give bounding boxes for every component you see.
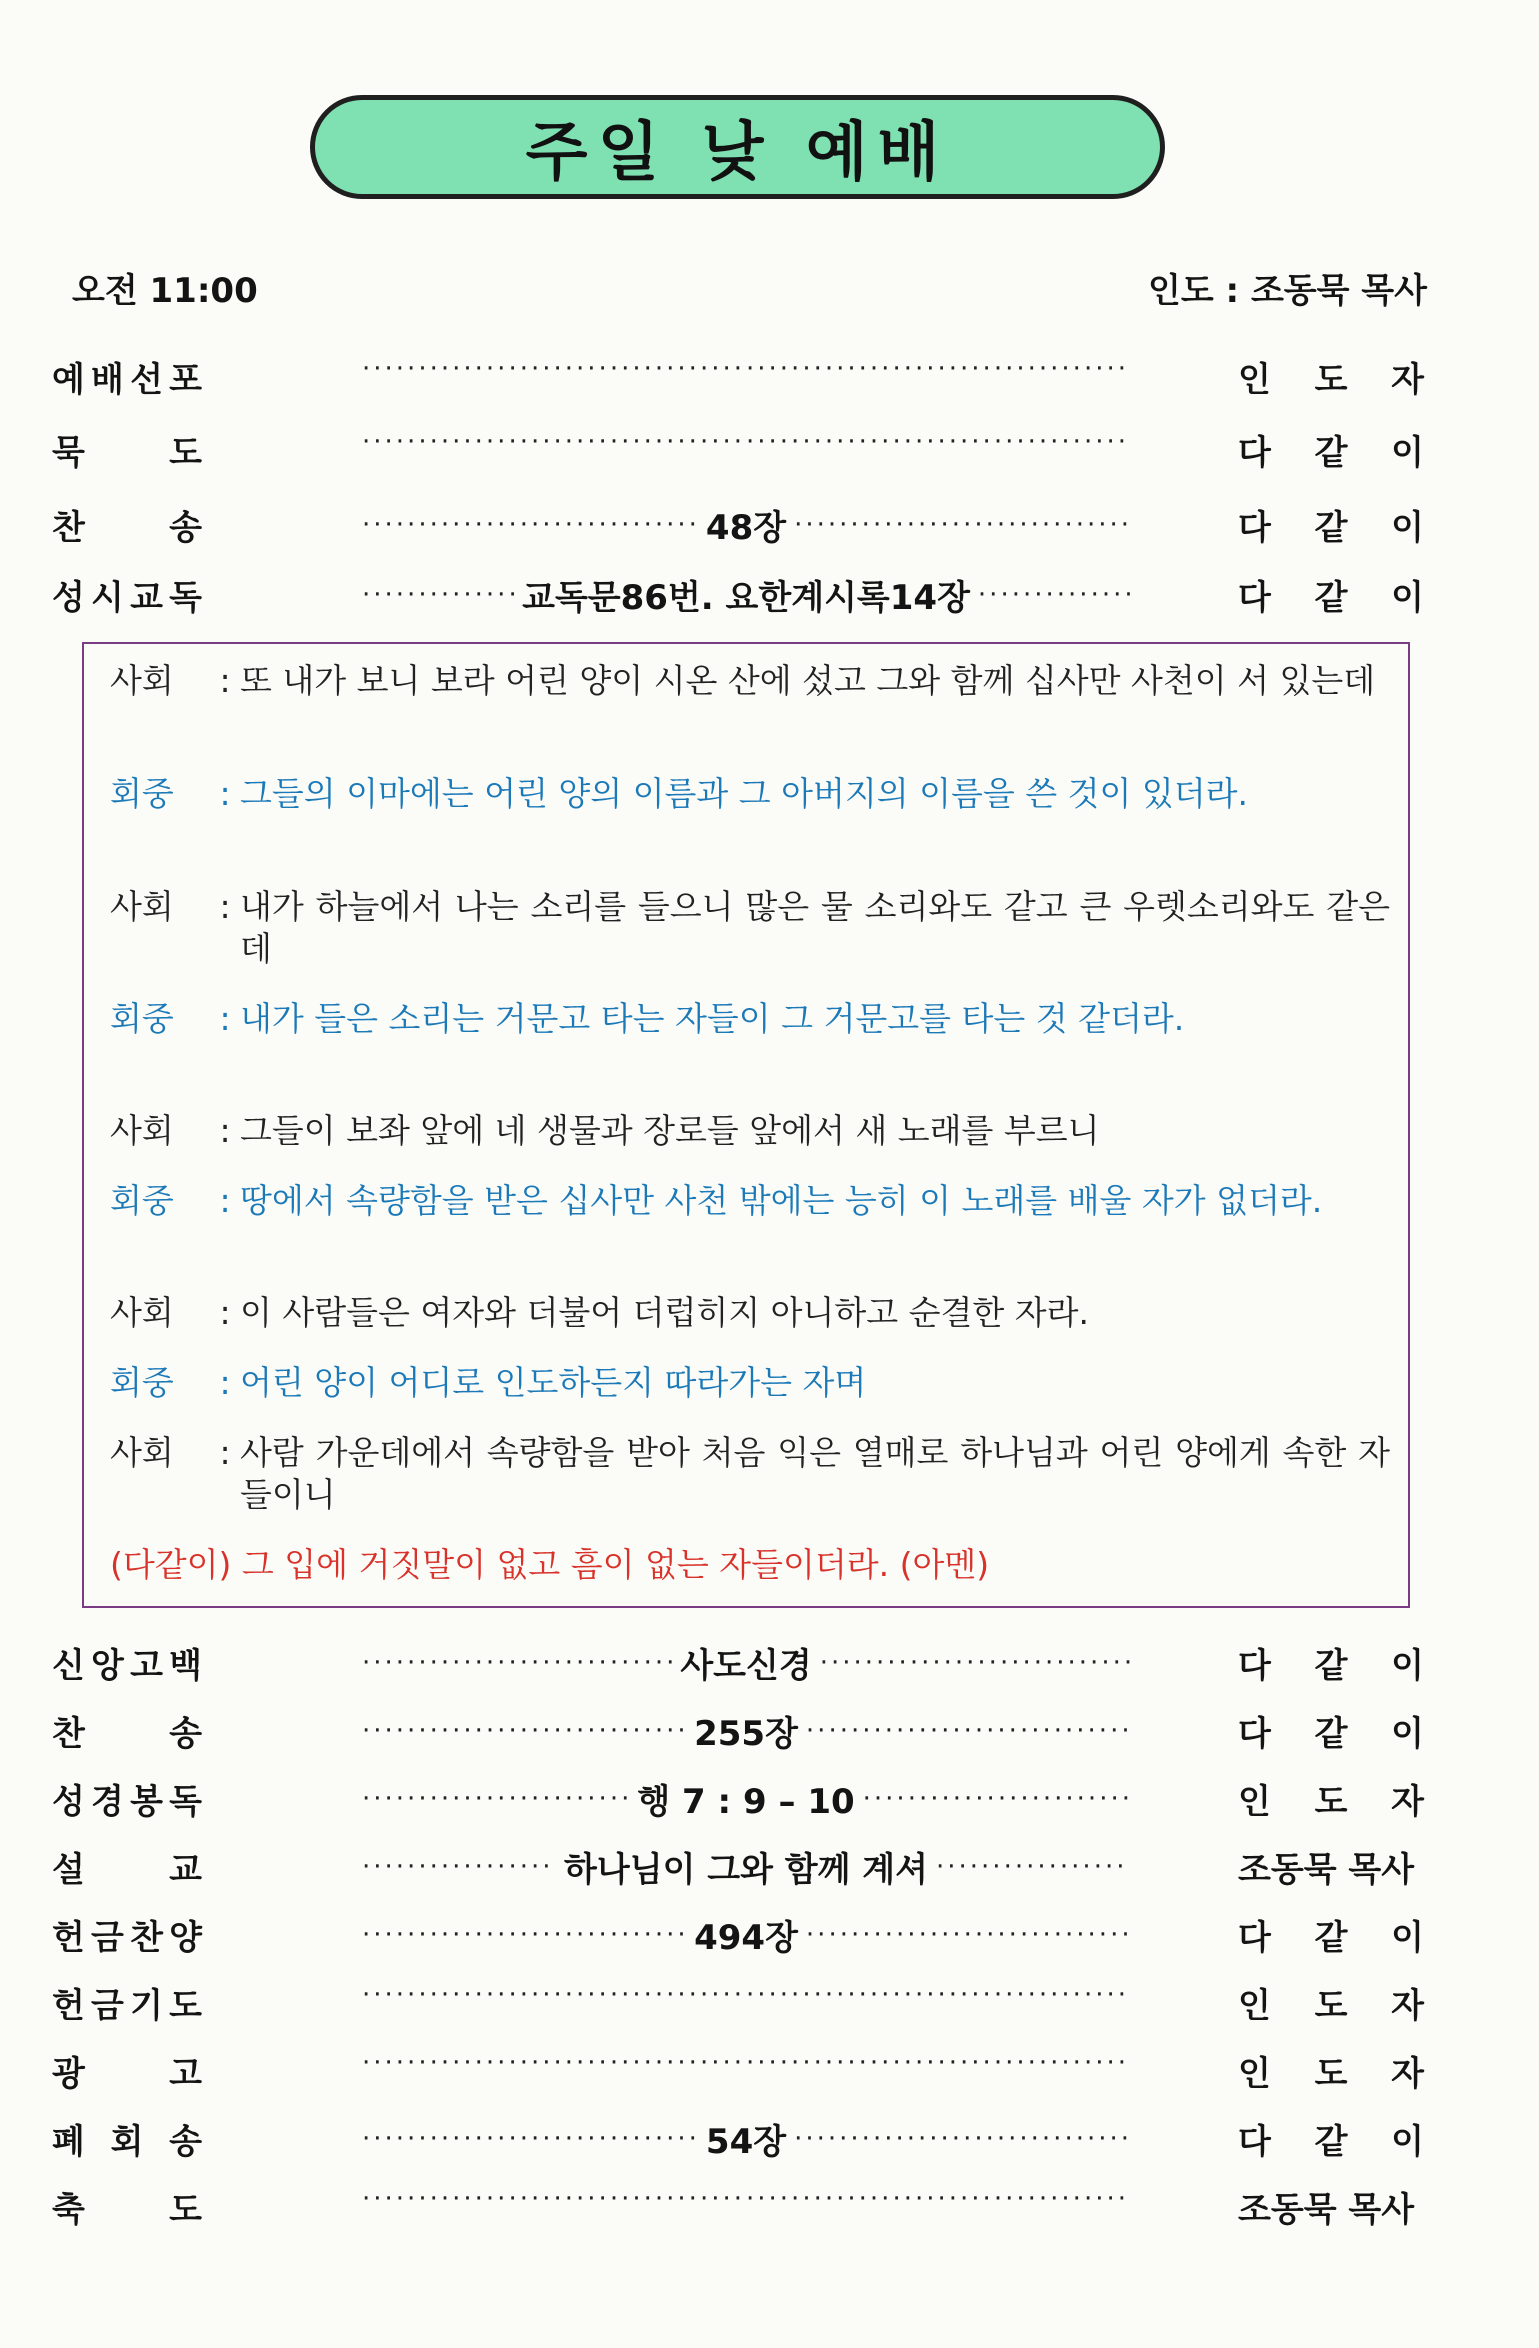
order-content: ····· 행 7 : 9 – 10 ····· bbox=[362, 1774, 1130, 1823]
order-who: 인 도 자 bbox=[1238, 360, 1424, 400]
order-content bbox=[362, 2182, 1130, 2216]
order-content: ····· 48장 ····· bbox=[362, 500, 1130, 549]
order-label: 헌 금 찬 양 bbox=[52, 1918, 202, 1958]
order-row bbox=[0, 1910, 1539, 1966]
order-content bbox=[362, 425, 1130, 459]
order-content: ····· 교독문86번. 요한계시록14장 ····· bbox=[362, 570, 1130, 619]
responsive-line: 회중 : 그들의 이마에는 어린 양의 이름과 그 아버지의 이름을 쓴 것이 있더라. bbox=[110, 774, 1248, 813]
order-who: 다 같 이 bbox=[1238, 1918, 1424, 1958]
order-content: ····· 255장 ····· bbox=[362, 1706, 1130, 1755]
order-content: ····· 494장 ····· bbox=[362, 1910, 1130, 1959]
responsive-line: 사회 : 사람 가운데에서 속량함을 받아 처음 익은 열매로 하나님과 어린 양에게 속한 자들이니 bbox=[110, 1433, 1390, 1514]
order-label: 축 도 bbox=[52, 2190, 202, 2230]
responsive-line: 회중 : 내가 들은 소리는 거문고 타는 자들이 그 거문고를 타는 것 같더라. bbox=[110, 999, 1185, 1038]
order-label: 성 경 봉 독 bbox=[52, 1782, 202, 1822]
order-who: 인 도 자 bbox=[1238, 1782, 1424, 1822]
page-title: 주일 낮 예배 bbox=[525, 116, 950, 190]
order-label: 성 시 교 독 bbox=[52, 578, 202, 618]
speaker-label: 회중 bbox=[110, 999, 174, 1038]
order-label: 폐 회 송 bbox=[52, 2122, 202, 2162]
order-row bbox=[0, 570, 1539, 626]
order-who: 다 같 이 bbox=[1238, 2122, 1424, 2162]
responsive-line: 회중 : 땅에서 속량함을 받은 십사만 사천 밖에는 능히 이 노래를 배울 자가 없더라. bbox=[110, 1181, 1323, 1220]
speaker-label: 사회 bbox=[110, 1433, 174, 1472]
order-who: 다 같 이 bbox=[1238, 508, 1424, 548]
order-label: 예 배 선 포 bbox=[52, 360, 202, 400]
order-who: 다 같 이 bbox=[1238, 433, 1424, 473]
order-who: 조동묵 목사 bbox=[1238, 2190, 1415, 2230]
responsive-line: 사회 : 그들이 보좌 앞에 네 생물과 장로들 앞에서 새 노래를 부르니 bbox=[110, 1111, 1100, 1150]
order-row bbox=[0, 1638, 1539, 1694]
order-who: 다 같 이 bbox=[1238, 578, 1424, 618]
responsive-line: 회중 : 어린 양이 어디로 인도하든지 따라가는 자며 bbox=[110, 1363, 867, 1402]
responsive-line: 사회 : 내가 하늘에서 나는 소리를 들으니 많은 물 소리와도 같고 큰 우렛소리와도 같은데 bbox=[110, 887, 1390, 968]
presider: 인도 : 조동묵 목사 bbox=[1147, 271, 1427, 311]
order-label: 신 앙 고 백 bbox=[52, 1646, 202, 1686]
order-row bbox=[0, 1706, 1539, 1762]
order-row bbox=[0, 352, 1539, 408]
order-content: ····· 하나님이 그와 함께 계셔 ····· bbox=[362, 1842, 1130, 1891]
speaker-label: 회중 bbox=[110, 774, 174, 813]
order-who: 인 도 자 bbox=[1238, 1986, 1424, 2026]
speaker-label: 사회 bbox=[110, 887, 174, 926]
order-content bbox=[362, 2046, 1130, 2080]
order-label: 찬 송 bbox=[52, 1714, 202, 1754]
order-label: 설 교 bbox=[52, 1850, 202, 1890]
order-row bbox=[0, 1774, 1539, 1830]
speaker-label: 사회 bbox=[110, 1111, 174, 1150]
order-row bbox=[0, 500, 1539, 556]
amen-line: (다같이) 그 입에 거짓말이 없고 흠이 없는 자들이더라. (아멘) bbox=[110, 1545, 990, 1584]
speaker-label: 회중 bbox=[110, 1363, 174, 1402]
speaker-label: 사회 bbox=[110, 1293, 174, 1332]
order-row bbox=[0, 2114, 1539, 2170]
order-who: 조동묵 목사 bbox=[1238, 1850, 1415, 1890]
order-label: 헌 금 기 도 bbox=[52, 1986, 202, 2026]
speaker-label: 회중 bbox=[110, 1181, 174, 1220]
order-row bbox=[0, 2046, 1539, 2102]
order-who: 다 같 이 bbox=[1238, 1646, 1424, 1686]
order-label: 광 고 bbox=[52, 2054, 202, 2094]
order-who: 인 도 자 bbox=[1238, 2054, 1424, 2094]
order-content bbox=[362, 352, 1130, 386]
title-banner bbox=[310, 95, 1165, 199]
order-content: ····· 사도신경 ····· bbox=[362, 1638, 1130, 1687]
order-row bbox=[0, 1842, 1539, 1898]
order-content: ····· 54장 ····· bbox=[362, 2114, 1130, 2163]
responsive-line: 사회 : 또 내가 보니 보라 어린 양이 시온 산에 섰고 그와 함께 십사만 사천이 서 있는데 bbox=[110, 661, 1376, 700]
order-label: 묵 도 bbox=[52, 433, 202, 473]
responsive-line: 사회 : 이 사람들은 여자와 더불어 더럽히지 아니하고 순결한 자라. bbox=[110, 1293, 1089, 1332]
order-row bbox=[0, 2182, 1539, 2238]
service-time: 오전 11:00 bbox=[72, 271, 258, 311]
order-who: 다 같 이 bbox=[1238, 1714, 1424, 1754]
order-row bbox=[0, 425, 1539, 481]
order-row bbox=[0, 1978, 1539, 2034]
speaker-label: 사회 bbox=[110, 661, 174, 700]
order-content bbox=[362, 1978, 1130, 2012]
order-label: 찬 송 bbox=[52, 508, 202, 548]
